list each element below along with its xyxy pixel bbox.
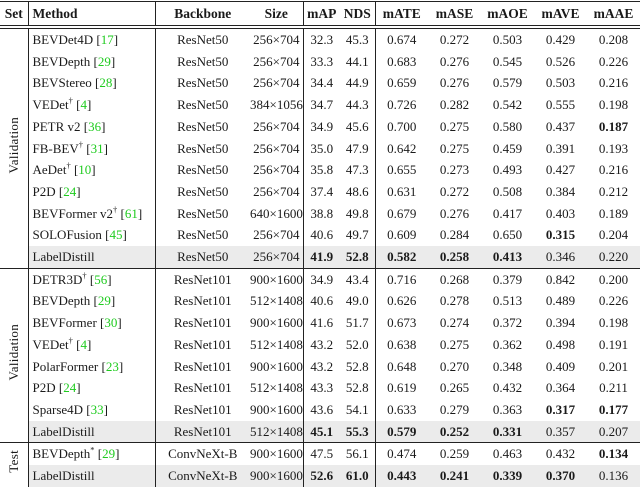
method-name: PETR v2 — [32, 118, 81, 134]
method-name: BEVFormer v2 — [32, 205, 114, 221]
mate-value: 0.474 — [387, 446, 417, 462]
citation-link[interactable]: 36 — [88, 118, 102, 134]
table-row — [0, 203, 640, 225]
maoe-value: 0.545 — [492, 53, 523, 69]
method-name: LabelDistill — [32, 249, 95, 265]
method-name: P2D — [32, 380, 56, 396]
mase-value: 0.276 — [439, 205, 470, 221]
mase-value: 0.273 — [439, 162, 470, 178]
column-header-size: Size — [250, 2, 303, 28]
size-cell: 640×1600 — [250, 203, 303, 225]
mase-value: 0.272 — [439, 183, 470, 199]
set-label: Test — [5, 450, 21, 474]
column-header-backbone: Backbone — [155, 2, 250, 28]
size-cell: 900×1600 — [250, 268, 303, 290]
backbone-cell: ConvNeXt-B — [168, 446, 238, 462]
method-cell: VEDet† [4] — [28, 94, 155, 116]
map-value: 43.3 — [310, 380, 334, 396]
nds-value: 49.7 — [340, 224, 375, 246]
method-cell: PETR v2 [36] — [28, 116, 155, 138]
maoe-value: 0.463 — [492, 446, 523, 462]
mave-value: 0.394 — [545, 315, 576, 331]
nds-value: 52.8 — [340, 246, 375, 268]
mase-value: 0.252 — [428, 421, 481, 443]
method-superscript: † — [78, 139, 83, 150]
column-header-mate: mATE — [375, 2, 428, 28]
citation-link[interactable]: 4 — [80, 97, 87, 113]
map-value: 47.5 — [310, 446, 334, 462]
size-cell: 900×1600 — [250, 465, 303, 487]
method-cell: BEVDepth [29] — [28, 290, 155, 312]
map-value: 43.2 — [310, 358, 334, 374]
nds-value: 44.3 — [340, 94, 375, 116]
table-row — [0, 51, 640, 73]
mave-value: 0.526 — [545, 53, 576, 69]
mase-value: 0.276 — [439, 75, 470, 91]
mave-value: 0.503 — [545, 75, 576, 91]
table-row — [0, 181, 640, 203]
mave-value: 0.391 — [545, 140, 576, 156]
maoe-value: 0.379 — [492, 271, 523, 287]
mave-value: 0.432 — [545, 446, 576, 462]
size-cell: 256×704 — [250, 224, 303, 246]
column-header-nds: NDS — [340, 2, 375, 28]
nds-value: 45.6 — [340, 116, 375, 138]
table-row — [0, 443, 640, 465]
column-header-maoe: mAOE — [481, 2, 534, 28]
nds-value: 49.8 — [340, 203, 375, 225]
mave-value: 0.489 — [545, 293, 576, 309]
method-cell — [28, 421, 155, 443]
map-value: 34.4 — [310, 75, 334, 91]
mave-value: 0.409 — [545, 358, 576, 374]
method-name: BEVFormer — [32, 315, 97, 331]
size-cell: 512×1408 — [250, 377, 303, 399]
maae-value: 0.187 — [598, 118, 629, 134]
mave-value: 0.498 — [545, 336, 576, 352]
citation-link[interactable]: 29 — [97, 293, 111, 309]
backbone-cell: ResNet50 — [177, 140, 229, 156]
column-header-method: Method — [28, 2, 155, 28]
nds-value: 44.1 — [340, 51, 375, 73]
mate-value: 0.659 — [387, 75, 417, 91]
mate-value: 0.673 — [387, 315, 417, 331]
map-value: 43.6 — [310, 401, 334, 417]
table-row — [0, 224, 640, 246]
maoe-value: 0.493 — [492, 162, 523, 178]
nds-value: 51.7 — [340, 312, 375, 334]
size-cell: 900×1600 — [250, 443, 303, 465]
maoe-value: 0.413 — [481, 246, 534, 268]
method-name: LabelDistill — [32, 468, 95, 484]
table-row — [0, 356, 640, 378]
mave-value: 0.842 — [545, 271, 576, 287]
method-superscript: † — [82, 270, 87, 281]
maae-value: 0.201 — [598, 358, 629, 374]
table-row — [0, 334, 640, 356]
size-cell: 900×1600 — [250, 356, 303, 378]
method-name: BEVDepth — [32, 293, 91, 309]
citation-link[interactable]: 56 — [94, 271, 108, 287]
method-name: BEVStereo — [32, 75, 92, 91]
map-value: 40.6 — [310, 227, 334, 243]
nds-value: 61.0 — [340, 465, 375, 487]
results-table — [0, 1, 640, 487]
maae-value: 0.134 — [598, 446, 629, 462]
maoe-value: 0.331 — [481, 421, 534, 443]
size-cell: 512×1408 — [250, 290, 303, 312]
method-name: BEVDepth — [32, 446, 91, 462]
method-cell: BEVDepth* [29] — [28, 443, 155, 465]
mate-value: 0.683 — [387, 53, 417, 69]
method-cell: P2D [24] — [28, 181, 155, 203]
mase-value: 0.279 — [439, 401, 470, 417]
size-cell: 256×704 — [250, 51, 303, 73]
mate-value: 0.619 — [387, 380, 417, 396]
maae-value: 0.200 — [598, 271, 629, 287]
mase-value: 0.258 — [428, 246, 481, 268]
method-cell: FB-BEV† [31] — [28, 138, 155, 160]
table-block — [0, 268, 640, 443]
backbone-cell: ResNet101 — [173, 401, 232, 417]
set-label: Validation — [5, 116, 21, 174]
map-value: 40.6 — [310, 293, 334, 309]
citation-link[interactable]: 29 — [102, 446, 116, 462]
column-header-set: Set — [0, 2, 28, 28]
nds-value: 44.9 — [340, 72, 375, 94]
method-name: SOLOFusion — [32, 227, 102, 243]
mate-value: 0.626 — [387, 293, 417, 309]
method-superscript: † — [66, 160, 71, 171]
column-header-map: mAP — [303, 2, 340, 28]
size-cell: 512×1408 — [250, 334, 303, 356]
table-row — [0, 290, 640, 312]
table-row — [0, 268, 640, 290]
table-block — [0, 443, 640, 487]
backbone-cell: ResNet50 — [177, 205, 229, 221]
method-superscript: † — [68, 95, 73, 106]
citation-link[interactable]: 17 — [100, 32, 114, 47]
mave-value: 0.357 — [534, 421, 587, 443]
header-row — [0, 2, 640, 28]
mave-value: 0.555 — [545, 97, 576, 113]
maoe-value: 0.432 — [492, 380, 523, 396]
method-name: Sparse4D — [32, 401, 84, 417]
nds-value: 56.1 — [340, 443, 375, 465]
mate-value: 0.638 — [387, 336, 417, 352]
nds-value: 49.0 — [340, 290, 375, 312]
map-value: 37.4 — [310, 183, 334, 199]
backbone-cell: ResNet101 — [155, 421, 250, 443]
citation-link[interactable]: 30 — [104, 315, 118, 331]
mate-value: 0.642 — [387, 140, 417, 156]
mase-value: 0.270 — [439, 358, 470, 374]
backbone-cell: ResNet101 — [173, 271, 232, 287]
citation-link[interactable]: 31 — [90, 140, 104, 156]
method-cell: BEVFormer v2† [61] — [28, 203, 155, 225]
column-header-mase: mASE — [428, 2, 481, 28]
size-cell: 256×704 — [250, 116, 303, 138]
mate-value: 0.726 — [387, 97, 417, 113]
citation-link[interactable]: 28 — [99, 75, 113, 91]
method-name: PolarFormer — [32, 358, 99, 374]
mate-value: 0.674 — [387, 32, 417, 47]
size-cell: 256×704 — [250, 246, 303, 268]
map-value: 35.0 — [310, 140, 334, 156]
method-cell: DETR3D† [56] — [28, 268, 155, 290]
maae-value: 0.211 — [599, 380, 628, 396]
table-row — [0, 138, 640, 160]
method-cell: BEVFormer [30] — [28, 312, 155, 334]
size-cell: 256×704 — [250, 138, 303, 160]
maae-value: 0.198 — [598, 315, 629, 331]
backbone-cell: ResNet101 — [173, 293, 232, 309]
table-row — [0, 159, 640, 181]
table-row — [0, 246, 640, 268]
method-name: BEVDepth — [32, 53, 91, 69]
backbone-cell: ResNet101 — [173, 358, 232, 374]
size-cell: 384×1056 — [250, 94, 303, 116]
mase-value: 0.275 — [439, 118, 470, 134]
method-cell: PolarFormer [23] — [28, 356, 155, 378]
mave-value: 0.384 — [545, 183, 576, 199]
map-value: 38.8 — [310, 205, 334, 221]
mase-value: 0.272 — [439, 32, 470, 47]
nds-value: 52.0 — [340, 334, 375, 356]
method-cell: AeDet† [10] — [28, 159, 155, 181]
method-cell — [28, 465, 155, 487]
citation-link[interactable]: 10 — [78, 162, 92, 178]
method-cell: Sparse4D [33] — [28, 399, 155, 421]
citation-link[interactable]: 23 — [105, 358, 119, 374]
map-value: 32.3 — [310, 32, 334, 47]
maae-value: 0.216 — [598, 75, 629, 91]
mase-value: 0.274 — [439, 315, 470, 331]
maae-value: 0.226 — [598, 293, 629, 309]
maoe-value: 0.579 — [492, 75, 523, 91]
method-cell: BEVStereo [28] — [28, 72, 155, 94]
method-cell: VEDet† [4] — [28, 334, 155, 356]
mave-value: 0.315 — [545, 227, 576, 243]
mase-value: 0.275 — [439, 140, 470, 156]
map-value: 35.8 — [310, 162, 334, 178]
mate-value: 0.631 — [387, 183, 417, 199]
citation-link[interactable]: 33 — [90, 401, 104, 417]
mate-value: 0.579 — [375, 421, 428, 443]
backbone-cell: ResNet101 — [173, 336, 232, 352]
mate-value: 0.633 — [387, 401, 417, 417]
method-name: AeDet — [32, 162, 67, 178]
maae-value: 0.220 — [587, 246, 640, 268]
size-cell: 256×704 — [250, 181, 303, 203]
method-name: VEDet — [32, 97, 69, 113]
nds-value: 47.9 — [340, 138, 375, 160]
mave-value: 0.317 — [545, 401, 576, 417]
mave-value: 0.370 — [534, 465, 587, 487]
method-cell: SOLOFusion [45] — [28, 224, 155, 246]
nds-value: 52.8 — [340, 377, 375, 399]
set-cell — [0, 443, 28, 487]
maoe-value: 0.650 — [492, 227, 523, 243]
maae-value: 0.216 — [598, 162, 629, 178]
set-label: Validation — [5, 323, 21, 381]
maae-value: 0.136 — [587, 465, 640, 487]
method-name: BEVDet4D — [32, 32, 94, 47]
mave-value: 0.437 — [545, 118, 576, 134]
maae-value: 0.198 — [598, 97, 629, 113]
method-cell: P2D [24] — [28, 377, 155, 399]
maae-value: 0.207 — [587, 421, 640, 443]
citation-link[interactable]: 4 — [80, 336, 87, 352]
backbone-cell: ResNet50 — [177, 97, 229, 113]
mase-value: 0.275 — [439, 336, 470, 352]
method-name: DETR3D — [32, 271, 83, 287]
maoe-value: 0.542 — [492, 97, 523, 113]
nds-value: 55.3 — [340, 421, 375, 443]
maae-value: 0.208 — [598, 32, 629, 47]
backbone-cell: ResNet50 — [177, 227, 229, 243]
set-cell — [0, 268, 28, 443]
method-name: FB-BEV — [32, 140, 79, 156]
maoe-value: 0.362 — [492, 336, 523, 352]
mave-value: 0.403 — [545, 205, 576, 221]
size-cell: 256×704 — [250, 159, 303, 181]
mase-value: 0.241 — [428, 465, 481, 487]
mate-value: 0.582 — [375, 246, 428, 268]
size-cell: 256×704 — [250, 72, 303, 94]
method-cell: BEVDepth [29] — [28, 51, 155, 73]
method-cell: BEVDet4D [17] — [28, 27, 155, 51]
maae-value: 0.191 — [598, 336, 629, 352]
mate-value: 0.700 — [387, 118, 417, 134]
maae-value: 0.212 — [598, 183, 629, 199]
table-row — [0, 421, 640, 443]
mase-value: 0.259 — [439, 446, 470, 462]
map-value: 43.2 — [310, 336, 334, 352]
citation-link[interactable]: 45 — [109, 227, 123, 243]
nds-value: 43.4 — [340, 268, 375, 290]
backbone-cell: ResNet50 — [155, 246, 250, 268]
mave-value: 0.364 — [545, 380, 576, 396]
mase-value: 0.278 — [439, 293, 470, 309]
method-name: VEDet — [32, 336, 69, 352]
backbone-cell: ResNet50 — [177, 32, 229, 47]
mate-value: 0.716 — [387, 271, 417, 287]
nds-value: 48.6 — [340, 181, 375, 203]
size-cell: 900×1600 — [250, 399, 303, 421]
maoe-value: 0.459 — [492, 140, 523, 156]
maae-value: 0.193 — [598, 140, 629, 156]
table-row — [0, 377, 640, 399]
method-name: P2D — [32, 183, 56, 199]
maoe-value: 0.372 — [492, 315, 523, 331]
map-value: 41.6 — [310, 315, 334, 331]
backbone-cell: ResNet50 — [177, 162, 229, 178]
nds-value: 54.1 — [340, 399, 375, 421]
table-row — [0, 465, 640, 487]
backbone-cell: ResNet50 — [177, 118, 229, 134]
nds-value: 45.3 — [340, 27, 375, 51]
maoe-value: 0.508 — [492, 183, 523, 199]
backbone-cell: ResNet101 — [173, 315, 232, 331]
column-header-mave: mAVE — [534, 2, 587, 28]
mase-value: 0.282 — [439, 97, 470, 113]
size-cell: 256×704 — [250, 27, 303, 51]
mate-value: 0.648 — [387, 358, 417, 374]
table-block — [0, 27, 640, 268]
size-cell: 512×1408 — [250, 421, 303, 443]
table-row — [0, 27, 640, 51]
table-row — [0, 116, 640, 138]
backbone-cell: ConvNeXt-B — [155, 465, 250, 487]
citation-link[interactable]: 61 — [124, 205, 138, 221]
map-value: 41.9 — [303, 246, 340, 268]
set-cell — [0, 27, 28, 268]
size-cell: 900×1600 — [250, 312, 303, 334]
backbone-cell: ResNet50 — [177, 183, 229, 199]
map-value: 34.9 — [310, 118, 334, 134]
mave-value: 0.427 — [545, 162, 576, 178]
map-value: 52.6 — [303, 465, 340, 487]
mate-value: 0.443 — [375, 465, 428, 487]
mase-value: 0.268 — [439, 271, 470, 287]
citation-link[interactable]: 29 — [97, 53, 111, 69]
mave-value: 0.346 — [534, 246, 587, 268]
mave-value: 0.429 — [545, 32, 576, 47]
method-name: LabelDistill — [32, 423, 95, 439]
backbone-cell: ResNet50 — [177, 75, 229, 91]
table-row — [0, 94, 640, 116]
method-superscript: † — [68, 335, 73, 346]
map-value: 34.9 — [310, 271, 334, 287]
citation-link[interactable]: 24 — [63, 183, 77, 199]
mate-value: 0.655 — [387, 162, 417, 178]
mate-value: 0.679 — [387, 205, 417, 221]
maae-value: 0.189 — [598, 205, 629, 221]
maoe-value: 0.503 — [492, 32, 523, 47]
map-value: 34.7 — [310, 97, 334, 113]
mase-value: 0.276 — [439, 53, 470, 69]
method-superscript: * — [90, 445, 95, 456]
maoe-value: 0.348 — [492, 358, 523, 374]
table-row — [0, 399, 640, 421]
nds-value: 52.8 — [340, 356, 375, 378]
citation-link[interactable]: 24 — [63, 380, 77, 396]
maoe-value: 0.417 — [492, 205, 523, 221]
table-row — [0, 312, 640, 334]
method-superscript: † — [113, 204, 118, 215]
map-value: 33.3 — [310, 53, 334, 69]
maoe-value: 0.580 — [492, 118, 523, 134]
maoe-value: 0.339 — [481, 465, 534, 487]
table-row — [0, 72, 640, 94]
method-cell — [28, 246, 155, 268]
column-header-maae: mAAE — [587, 2, 640, 28]
map-value: 45.1 — [303, 421, 340, 443]
backbone-cell: ResNet50 — [177, 53, 229, 69]
nds-value: 47.3 — [340, 159, 375, 181]
backbone-cell: ResNet101 — [173, 380, 232, 396]
maoe-value: 0.513 — [492, 293, 523, 309]
mase-value: 0.284 — [439, 227, 470, 243]
mase-value: 0.265 — [439, 380, 470, 396]
maae-value: 0.177 — [598, 401, 629, 417]
maae-value: 0.226 — [598, 53, 629, 69]
maae-value: 0.204 — [598, 227, 629, 243]
maoe-value: 0.363 — [492, 401, 523, 417]
mate-value: 0.609 — [387, 227, 417, 243]
